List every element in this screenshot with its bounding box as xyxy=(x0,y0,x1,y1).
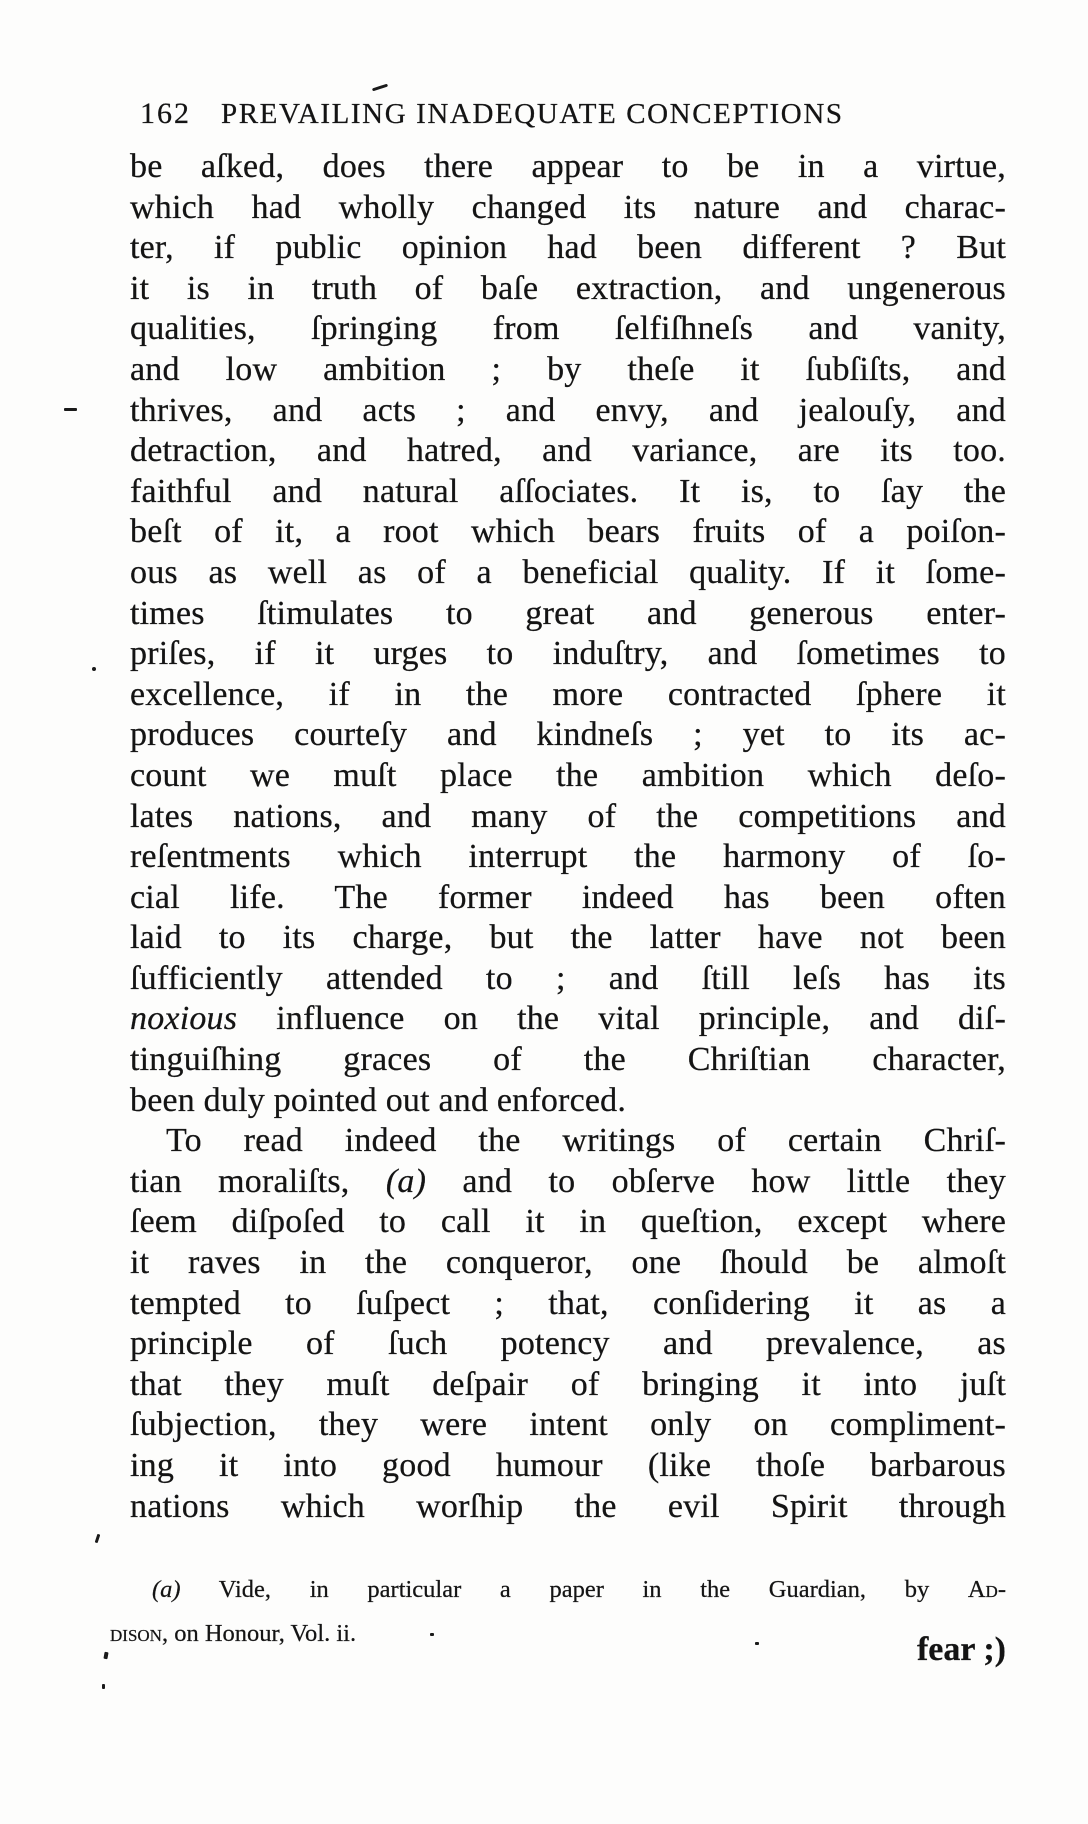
text-line: it raves in the conqueror, one ſhould be almoſt xyxy=(130,1244,1006,1282)
text-line: that they muſt deſpair of bringing it into juſt xyxy=(130,1365,1006,1403)
paragraph-2 xyxy=(130,1121,1006,1527)
text-line: tinguiſhing graces of the Chriſtian character, xyxy=(130,1041,1006,1079)
running-title: PREVAILING INADEQUATE CONCEPTIONS xyxy=(221,98,844,130)
text-line: tian moraliſts, (a) and to obſerve how little they xyxy=(130,1162,1007,1200)
text-line: detraction, and hatred, and variance, are its too. xyxy=(130,432,1006,470)
text-line: noxious influence on the vital principle, and diſ- xyxy=(130,1000,1006,1038)
text-line: times ſtimulates to great and generous enter- xyxy=(130,594,1006,632)
paragraph-1 xyxy=(130,147,1006,1121)
main-text-block xyxy=(130,147,1006,1527)
text-line: ter, if public opinion had been different ? But xyxy=(130,229,1006,267)
running-header xyxy=(140,97,844,131)
scan-artifact xyxy=(95,1534,101,1543)
text-line: qualities, ſpringing from ſelfiſhneſs and vanity, xyxy=(130,310,1006,348)
text-line: ous as well as of a beneficial quality. If it ſome- xyxy=(130,553,1006,591)
text-line: ſeem diſpoſed to call it in queſtion, except where xyxy=(130,1203,1006,1241)
catchword: fear ;) xyxy=(916,1631,1006,1668)
text-line: reſentments which interrupt the harmony of ſo- xyxy=(130,838,1006,876)
text-line: count we muſt place the ambition which deſo- xyxy=(130,756,1006,794)
text-line: dison, on Honour, Vol. ii. xyxy=(110,1620,357,1647)
text-line: excellence, if in the more contracted ſphere it xyxy=(130,675,1006,713)
scan-artifact xyxy=(430,1633,434,1636)
text-line: ſubjection, they were intent only on compliment- xyxy=(130,1406,1006,1444)
text-line: nations which worſhip the evil Spirit through xyxy=(130,1487,1006,1525)
text-line: and low ambition ; by theſe it ſubſiſts, and xyxy=(130,350,1006,388)
text-line: laid to its charge, but the latter have not been xyxy=(130,919,1006,957)
text-line: which had wholly changed its nature and charac- xyxy=(130,188,1006,226)
text-line: ſufficiently attended to ; and ſtill leſs has its xyxy=(130,959,1006,997)
text-line: tempted to ſuſpect ; that, conſidering it as a xyxy=(130,1284,1006,1322)
text-line: thrives, and acts ; and envy, and jealouſy, and xyxy=(130,391,1006,429)
text-line: faithful and natural aſſociates. It is, to ſay the xyxy=(130,472,1006,510)
scan-artifact xyxy=(92,667,96,671)
text-line: beſt of it, a root which bears fruits of a poiſon- xyxy=(130,513,1006,551)
scan-artifact xyxy=(103,1652,108,1660)
text-line: produces courteſy and kindneſs ; yet to its ac- xyxy=(130,716,1006,754)
scan-artifact xyxy=(372,84,388,92)
text-line: cial life. The former indeed has been often xyxy=(130,878,1006,916)
scan-artifact xyxy=(64,408,77,411)
scan-artifact xyxy=(102,1684,105,1689)
text-line: been duly pointed out and enforced. xyxy=(130,1081,627,1119)
text-line: To read indeed the writings of certain Chriſ- xyxy=(166,1122,1006,1160)
text-line: it is in truth of baſe extraction, and ungenerous xyxy=(130,269,1006,307)
text-line: principle of ſuch potency and prevalence, as xyxy=(130,1325,1006,1363)
text-line: ing it into good humour (like thoſe barbarous xyxy=(130,1447,1006,1484)
scan-artifact xyxy=(755,1642,759,1645)
text-line: lates nations, and many of the competitions and xyxy=(130,797,1006,835)
page-number: 162 xyxy=(140,97,191,130)
text-line: be aſked, does there appear to be in a virtue, xyxy=(130,148,1006,185)
text-line: priſes, if it urges to induſtry, and ſometimes to xyxy=(130,635,1006,673)
text-line: (a) Vide, in particular a paper in the Guardian, by Ad- xyxy=(152,1576,1006,1603)
